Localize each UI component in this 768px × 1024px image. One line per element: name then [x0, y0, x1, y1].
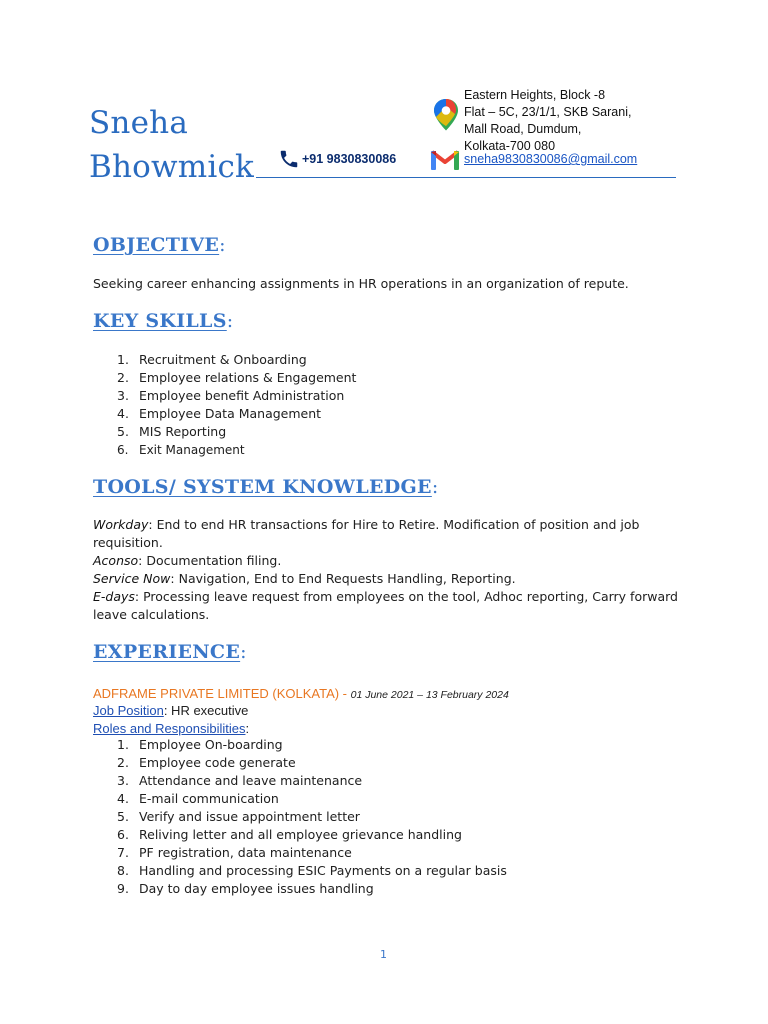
- job-position-label: Job Position: [93, 703, 164, 718]
- gmail-icon: [430, 148, 460, 172]
- tool-entry: Service Now: Navigation, End to End Requests Handling, Reporting.: [93, 571, 516, 586]
- tools-heading: [93, 476, 439, 498]
- list-item: 3. Employee benefit Administration: [117, 388, 345, 403]
- list-item: 7. PF registration, data maintenance: [117, 845, 352, 860]
- key-skills-heading: [93, 310, 233, 332]
- heading-colon: :: [219, 234, 226, 256]
- tools-heading-text: TOOLS/ SYSTEM KNOWLEDGE: [93, 476, 432, 498]
- phone-icon: [278, 148, 300, 170]
- tool-name: Aconso: [93, 553, 139, 568]
- key-skills-list: [93, 351, 653, 459]
- experience-heading-text: EXPERIENCE: [93, 641, 241, 663]
- objective-heading: [93, 234, 226, 256]
- phone-number[interactable]: +91 9830830086: [302, 152, 397, 166]
- tools-list: [93, 516, 693, 624]
- tool-entry: E-days: Processing leave request from employees on the tool, Adhoc reporting, Carry forward: [93, 589, 678, 604]
- employment-dates: 01 June 2021 – 13 February 2024: [350, 689, 509, 701]
- list-item: 1. Recruitment & Onboarding: [117, 352, 307, 367]
- email-link[interactable]: sneha9830830086@gmail.com: [464, 152, 638, 166]
- list-item: 6. Exit Management: [117, 443, 245, 457]
- tool-entry-continuation: requisition.: [93, 535, 163, 550]
- address-line: Eastern Heights, Block -8: [464, 88, 606, 102]
- tool-entry: Aconso: Documentation filing.: [93, 553, 282, 568]
- job-position-value: : HR executive: [163, 703, 249, 718]
- roles-list: [93, 736, 693, 898]
- heading-colon: :: [431, 476, 439, 498]
- key-skills-heading-text: KEY SKILLS: [93, 310, 227, 332]
- tool-name: E-days: [93, 589, 135, 604]
- heading-colon: :: [226, 310, 234, 332]
- tool-name: Workday: [93, 517, 149, 532]
- roles-line: [93, 718, 249, 737]
- objective-text: Seeking career enhancing assignments in HR operations in an organization of repute.: [93, 276, 629, 291]
- roles-colon: :: [245, 721, 250, 736]
- address: [464, 87, 631, 155]
- list-item: 2. Employee code generate: [117, 755, 296, 770]
- address-line: Kolkata-700 080: [464, 139, 556, 153]
- first-name: Sneha: [89, 105, 188, 141]
- company-name: ADFRAME PRIVATE LIMITED (KOLKATA) -: [93, 686, 351, 701]
- tool-entry: Workday: End to end HR transactions for Hire to Retire. Modification of position and job: [93, 517, 640, 532]
- tool-name: Service Now: [93, 571, 171, 586]
- list-item: 9. Day to day employee issues handling: [117, 881, 374, 896]
- list-item: 4. E-mail communication: [117, 791, 279, 806]
- list-item: 2. Employee relations & Engagement: [117, 370, 357, 385]
- heading-colon: :: [240, 641, 247, 663]
- last-name: Bhowmick: [89, 149, 255, 185]
- tool-entry-continuation: leave calculations.: [93, 607, 210, 622]
- list-item: 3. Attendance and leave maintenance: [117, 773, 363, 788]
- address-line: Mall Road, Dumdum,: [464, 122, 582, 136]
- list-item: 5. MIS Reporting: [117, 424, 227, 439]
- list-item: 4. Employee Data Management: [117, 406, 322, 421]
- experience-heading: [93, 641, 247, 663]
- page-number: 1: [380, 948, 387, 961]
- list-item: 8. Handling and processing ESIC Payments on a regular basis: [117, 863, 507, 878]
- objective-heading-text: OBJECTIVE: [93, 234, 220, 256]
- header-rule: [256, 177, 676, 178]
- list-item: 5. Verify and issue appointment letter: [117, 809, 360, 824]
- list-item: 6. Reliving letter and all employee grievance handling: [117, 827, 462, 842]
- roles-label: Roles and Responsibilities: [93, 721, 246, 736]
- address-line: Flat – 5C, 23/1/1, SKB Sarani,: [464, 105, 632, 119]
- list-item: 1. Employee On-boarding: [117, 737, 283, 752]
- map-pin-icon: [432, 98, 460, 132]
- job-position-line: [93, 700, 248, 719]
